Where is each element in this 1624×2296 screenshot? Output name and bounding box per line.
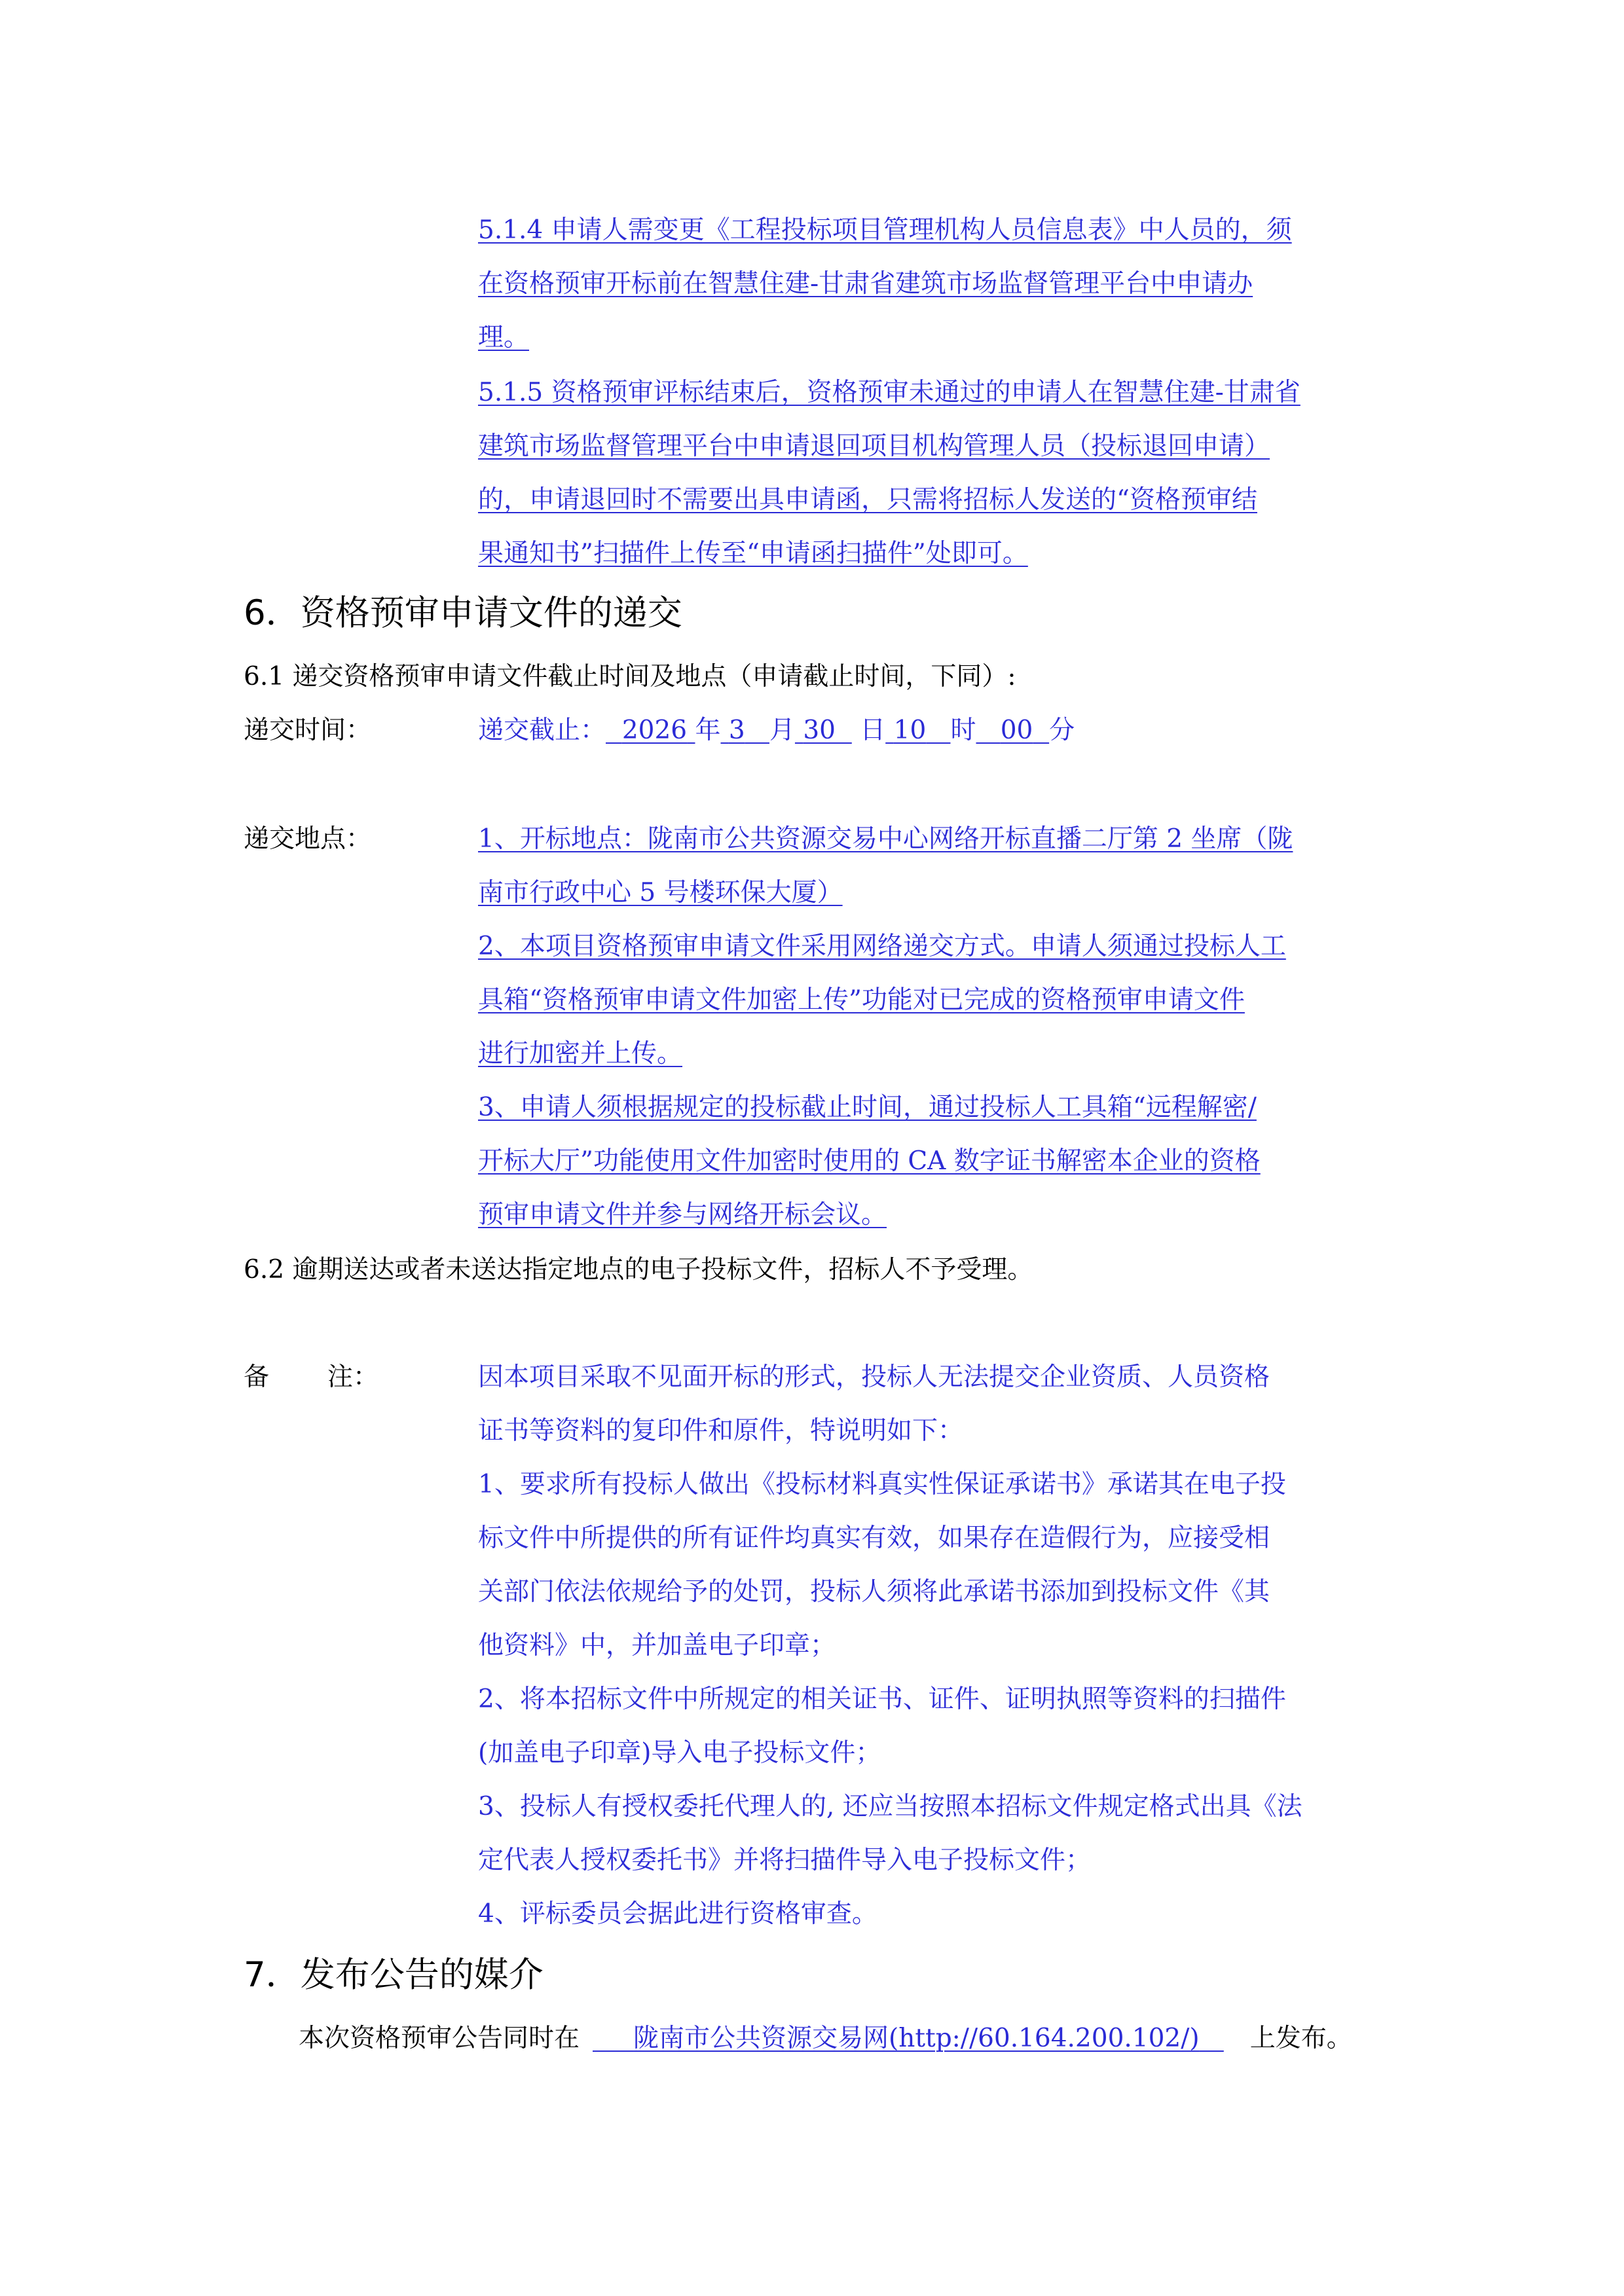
remark-line-9: 3、投标人有授权委托代理人的, 还应当按照本招标文件规定格式出具《法 — [478, 1792, 1302, 1821]
submit-place-line-4: 具箱“资格预审申请文件加密上传”功能对已完成的资格预审申请文件 — [478, 985, 1245, 1015]
submit-place-line-3: 2、本项目资格预审申请文件采用网络递交方式。申请人须通过投标人工 — [478, 932, 1286, 961]
media-line — [299, 2022, 1352, 2056]
remark-line-11: 4、评标委员会据此进行资格审查。 — [478, 1899, 877, 1929]
remark-line-4: 标文件中所提供的所有证件均真实有效，如果存在造假行为，应接受相 — [478, 1523, 1270, 1553]
media-suffix: 上发布。 — [1249, 2024, 1352, 2053]
submit-place-line-2: 南市行政中心 5 号楼环保大厦） — [478, 878, 843, 907]
clause-5-1-4-line-2: 在资格预审开标前在智慧住建-甘肃省建筑市场监督管理平台中申请办 — [478, 269, 1253, 299]
deadline-hour: 10 — [893, 716, 927, 745]
media-site-text: 陇南市公共资源交易网(http://60.164.200.102/) — [633, 2024, 1200, 2053]
submit-place-line-7: 开标大厅”功能使用文件加密时使用的 CA 数字证书解密本企业的资格 — [478, 1146, 1261, 1176]
deadline-day: 30 — [803, 716, 836, 745]
clause-6-1: 6.1 递交资格预审申请文件截止时间及地点（申请截止时间，下同）: — [244, 662, 1016, 691]
month-unit: 月 — [769, 716, 795, 745]
clause-5-1-5-line-3: 的，申请退回时不需要出具申请函，只需将招标人发送的“资格预审结 — [478, 485, 1257, 515]
section-7-heading: 7．发布公告的媒介 — [244, 1955, 544, 1995]
remark-line-1: 因本项目采取不见面开标的形式，投标人无法提交企业资质、人员资格 — [478, 1362, 1270, 1392]
media-prefix: 本次资格预审公告同时在 — [299, 2024, 580, 2053]
clause-5-1-4-line-1: 5.1.4 申请人需变更《工程投标项目管理机构人员信息表》中人员的，须 — [478, 215, 1292, 245]
minute-unit: 分 — [1049, 716, 1075, 745]
remark-line-3: 1、要求所有投标人做出《投标材料真实性保证承诺书》承诺其在电子投 — [478, 1470, 1286, 1499]
submit-place-line-6: 3、申请人须根据规定的投标截止时间，通过投标人工具箱“远程解密/ — [478, 1093, 1257, 1122]
clause-5-1-4-line-3: 理。 — [478, 323, 530, 352]
deadline-minute: 00 — [1000, 716, 1033, 745]
remark-line-7: 2、将本招标文件中所规定的相关证书、证件、证明执照等资料的扫描件 — [478, 1685, 1286, 1714]
deadline-month: 3 — [728, 716, 745, 745]
clause-5-1-5-line-4: 果通知书”扫描件上传至“申请函扫描件”处即可。 — [478, 539, 1028, 568]
remark-line-5: 关部门依法依规给予的处罚，投标人须将此承诺书添加到投标文件《其 — [478, 1577, 1270, 1607]
clause-6-2: 6.2 逾期送达或者未送达指定地点的电子投标文件，招标人不予受理。 — [244, 1255, 1033, 1285]
submit-deadline-prefix: 递交截止： — [478, 716, 606, 745]
submit-time-value — [478, 714, 1075, 748]
clause-5-1-5-line-1: 5.1.5 资格预审评标结束后，资格预审未通过的申请人在智慧住建-甘肃省 — [478, 378, 1301, 407]
remark-label-a: 备 — [244, 1362, 270, 1392]
remark-line-8: (加盖电子印章)导入电子投标文件； — [478, 1738, 881, 1768]
submit-place-line-5: 进行加密并上传。 — [478, 1039, 683, 1068]
submit-place-line-1: 1、开标地点：陇南市公共资源交易中心网络开标直播二厅第 2 坐席（陇 — [478, 824, 1293, 854]
media-site-link[interactable] — [593, 2024, 1224, 2053]
hour-unit: 时 — [950, 716, 976, 745]
remark-line-10: 定代表人授权委托书》并将扫描件导入电子投标文件； — [478, 1846, 1092, 1875]
remark-line-6: 他资料》中，并加盖电子印章； — [478, 1631, 836, 1660]
remark-label-b: 注： — [327, 1362, 379, 1392]
deadline-year: 2026 — [621, 716, 688, 745]
submit-time-label: 递交时间： — [244, 716, 372, 745]
submit-place-line-8: 预审申请文件并参与网络开标会议。 — [478, 1200, 887, 1230]
day-unit: 日 — [860, 716, 886, 745]
clause-5-1-5-line-2: 建筑市场监督管理平台中申请退回项目机构管理人员（投标退回申请） — [478, 431, 1270, 461]
submit-place-label: 递交地点： — [244, 824, 372, 854]
section-6-heading: 6．资格预审申请文件的递交 — [244, 593, 682, 633]
remark-line-2: 证书等资料的复印件和原件，特说明如下： — [478, 1416, 964, 1446]
year-unit: 年 — [695, 716, 721, 745]
